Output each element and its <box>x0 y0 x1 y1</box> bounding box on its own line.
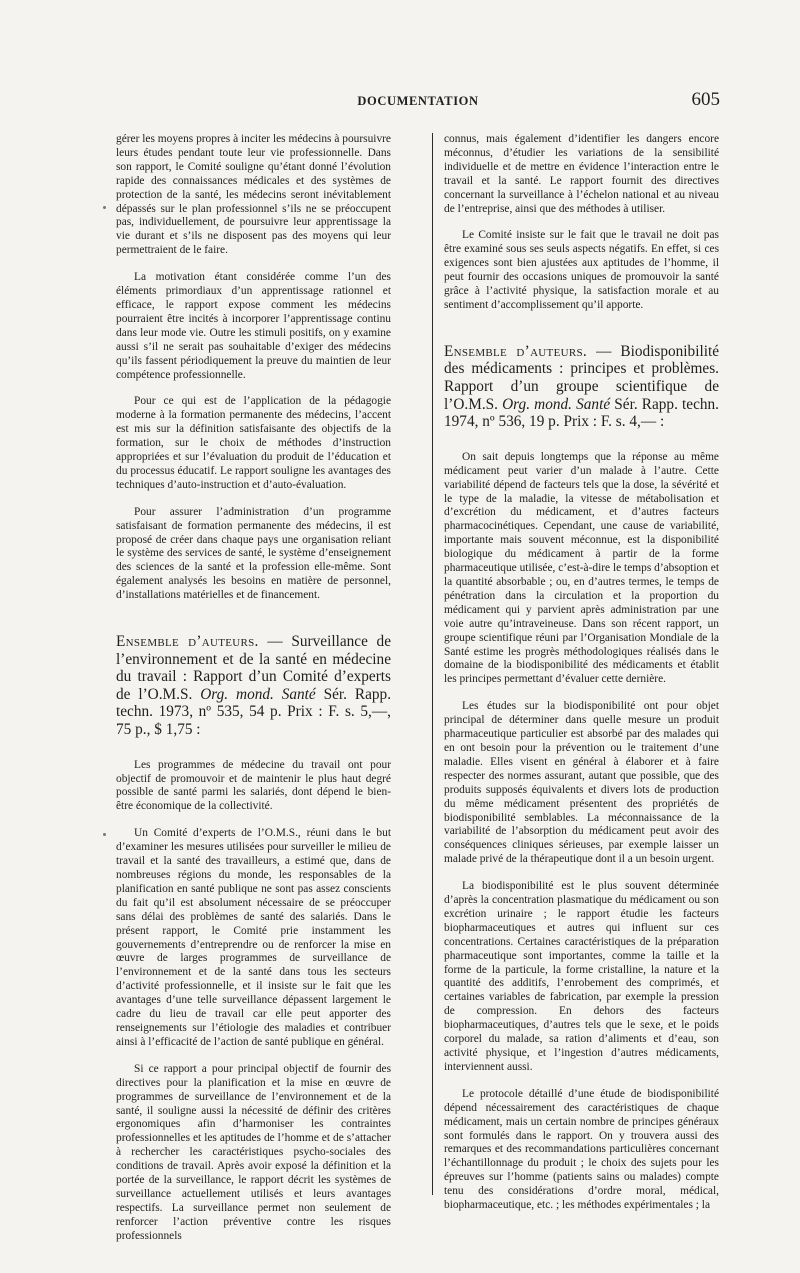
paragraph: On sait depuis longtemps que la réponse au même médicament peut varier d’un malade à l’autre. Cette variabilité dépend de facteurs tels que la dose, la sévérité et le type de la maladie, la vitesse de métabolisation et d’excrétion du médicament, et d’autres facteurs pharmacocinétiques. Cependant, une cause de variabilité, importante mais souvent méconnue, est la disponibilité biologique du médicament à partir de la forme pharmaceutique utilisée, c’est-à-dire le temps d’absoption et la quantité absorbable ; ou, en d’autres termes, le temps de pénétration dans la circulation et la proportion du médicament qui y parvient après administration par une voie autre qu’intraveineuse. Dans son récent rapport, un groupe scientifique réuni par l’Organisation Mondiale de la Santé estime les progrès méthodologiques réalisés dans le domaine de la biodisponibilité des médicaments et établit les principes permettant d’évaluer cette dernière. <box>444 450 719 686</box>
paragraph: Les études sur la biodisponibilité ont pour objet principal de déterminer dans quelle mesure un produit pharmaceutique particulier est absorbé par des malades qui en ont besoin pour la prévention ou le traitement d’une maladie. Elles visent en général à élaborer et à faire respecter des normes assurant, autant que possible, que des produits supposés équivalents et divers lots de production du même médicament présentent des propriétés de biodisponibilité semblables. La méconnaissance de la variabilité de l’absorption du médicament peut avoir des conséquences cliniques sérieuses, par exemple laisser un malade privé de la thérapeutique dont il a un besoin urgent. <box>444 700 719 866</box>
paragraph: Les programmes de médecine du travail ont pour objectif de promouvoir et de maintenir le plus haut degré possible de santé parmi les salariés, dont dépend le bien-être économique de la collectivité. <box>116 758 391 813</box>
paragraph: Si ce rapport a pour principal objectif de fournir des directives pour la planification et la mise en œuvre de programmes de surveillance de l’environnement et de la santé, il souligne aussi la nécessité de définir des critères ergonomiques afin d’harmoniser les contraintes professionnelles et les aptitudes de l’homme et de s’attacher à rechercher les caractéristiques psycho-sociales des conditions de travail. Après avoir exposé la définition et la portée de la surveillance, le rapport décrit les systèmes de surveillance actuellement utilisés et leurs avantages respectifs. La surveillance permet non seulement de renforcer l’action préventive contre les risques professionnels <box>116 1062 391 1242</box>
notice-author: Ensemble d’auteurs. <box>444 342 588 360</box>
paragraph: Un Comité d’experts de l’O.M.S., réuni dans le but d’examiner les mesures utilisées pour surveiller le milieu de travail et la santé des travailleurs, a estimé que, dans de nombreuses régions du monde, les responsables de la planification en santé publique ne sont pas assez conscients du fait qu’il est absolument nécessaire de se préoccuper sans délai des problèmes de santé des salariés. Dans le présent rapport, le Comité prie instamment les gouvernements d’entreprendre ou de renforcer la mise en œuvre de larges programmes de surveillance de l’environnement et de la santé dans tous les secteurs d’activité professionnelle, et il insiste sur le fait que les avantages d’une telle surveillance dépassent largement le cadre du lieu de travail car elle peut apporter des renseignements sur l’étiologie des maladies et contribuer ainsi à l’efficacité de l’action de santé publique en général. <box>116 827 391 1048</box>
notice-details: Sér. Rapp. techn. 1974, nº 536, 19 p. Prix : F. s. 4,— : <box>444 395 719 431</box>
paragraph: La motivation étant considérée comme l’un des éléments primordiaux d’un apprentissage rationnel et efficace, le rapport expose comment les médecins pourraient être incités à incorporer l’apprentissage continu dans leur mode vie. Outre les stimuli positifs, on y examine aussi s’il ne serait pas souhaitable d’exiger des médecins qu’ils fassent périodiquement la preuve du maintien de leur compétence professionnelle. <box>116 271 391 381</box>
paragraph: Pour ce qui est de l’application de la pédagogie moderne à la formation permanente des médecins, l’accent est mis sur la définition satisfaisante des objectifs de la formation, sur le choix de méthodes d’instruction appropriées et sur l’évaluation du produit de l’éducation et du processus éducatif. Le rapport souligne les avantages des techniques d’auto-instruction et d’auto-évaluation. <box>116 395 391 491</box>
notice-details: Sér. Rapp. techn. 1973, nº 535, 54 p. Prix : F. s. 5,—, 75 p., $ 1,75 : <box>116 685 392 739</box>
paragraph: Pour assurer l’administration d’un programme satisfaisant de formation permanente des médecins, il est proposé de créer dans chaque pays une organisation reliant le système des services de santé, le système d’enseignement des sciences de la santé et la profession elle-même. Sont également analysés les besoins en matière de personnel, d’installations matérielles et de financement. <box>116 505 391 602</box>
notice-author: Ensemble d’auteurs. <box>116 633 259 651</box>
paragraph: Le protocole détaillé d’une étude de biodisponibilité dépend nécessairement des caractéristiques de chaque médicament, mais un certain nombre de principes généraux sont formulés dans le rapport. On y trouvera aussi des remarques et des recommandations particulières concernant l’échantillonnage du produit ; le choix des sujets pour les épreuves sur l’homme (patients sains ou malades) compte tenu des considérations d’ordre moral, médical, biopharmaceutique, etc. ; les méthodes expérimentales ; la <box>444 1087 719 1212</box>
column-divider <box>432 133 433 1195</box>
bibliographic-notice <box>444 343 719 431</box>
paragraph: Le Comité insiste sur le fait que le travail ne doit pas être examiné sous ses seuls aspects négatifs. En effet, si ces exigences sont bien ajustées aux aptitudes de l’homme, il peut fournir des occasions uniques de promouvoir la santé grâce à l’activité physique, la satisfaction morale et au sentiment d’accomplissement qu’il apporte. <box>444 229 719 311</box>
page-header <box>116 89 720 110</box>
notice-series: Org. mond. Santé <box>200 685 316 703</box>
paragraph: connus, mais également d’identifier les dangers encore méconnus, d’étudier les variations de la sensibilité individuelle et de mettre en évidence l’interaction entre le travail et la santé. Le rapport fournit des directives concernant la surveillance à l’échelon national et au niveau de l’entreprise, ainsi que des méthodes à utiliser. <box>444 133 719 215</box>
left-column <box>116 133 391 1257</box>
paragraph: gérer les moyens propres à inciter les médecins à poursuivre leurs études pendant toute leur vie professionnelle. Dans son rapport, le Comité souligne qu’étant donné l’évolution rapide des connaissances médicales et des systèmes de protection de la santé, les médecins seront inévitablement dépassés sur le plan professionnel s’ils ne se préoccupent pas, individuellement, de poursuivre leur apprentissage la vie durant et s’ils ne disposent pas des moyens qui leur permettraient de le faire. <box>116 133 391 257</box>
notice-title: — Surveillance de l’environnement et de la santé en médecine du travail : Rapport d’un Comité d’experts de l’O.M.S. <box>116 633 391 703</box>
notice-title: — Biodisponibilité des médicaments : principes et problèmes. Rapport d’un groupe scientifique de l’O.M.S. <box>444 342 719 413</box>
margin-mark <box>103 833 106 836</box>
paragraph: La biodisponibilité est le plus souvent déterminée d’après la concentration plasmatique du médicament ou son excrétion urinaire ; le rapport étudie les facteurs biopharmaceutiques et autres qui influent sur ces concentrations. Certaines caractéristiques de la préparation pharmaceutique sont importantes, comme la taille et la forme de la particule, la forme cristalline, la nature et la quantité des additifs, l’enrobement des comprimés, et certaines variables de fabrication, par exemple la pression de compression. En dehors des facteurs biopharmaceutiques, d’autres tels que le sexe, et le poids corporel du malade, sa ration d’aliments et d’eau, son activité physique, et l’ingestion d’autres médicaments, interviennent aussi. <box>444 880 719 1073</box>
bibliographic-notice <box>116 633 391 739</box>
running-title: DOCUMENTATION <box>357 94 479 108</box>
page-number: 605 <box>691 89 720 110</box>
notice-series: Org. mond. Santé <box>502 395 611 413</box>
right-column <box>444 133 719 1226</box>
margin-mark <box>103 206 106 209</box>
